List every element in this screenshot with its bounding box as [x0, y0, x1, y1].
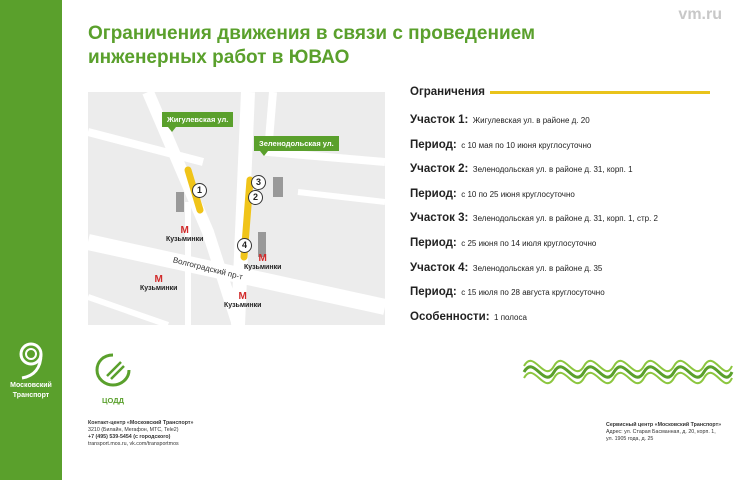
restrictions-heading: [410, 86, 710, 98]
metro-station-name: Кузьминки: [224, 302, 262, 309]
restriction-label: Особенности:: [410, 310, 490, 323]
road-label-volgogradsky: Волгоградский пр-т: [171, 255, 244, 282]
section-marker-4: 4: [237, 238, 252, 253]
contact-line-4: transport.mos.ru, vk.com/transportmos: [88, 441, 179, 447]
metro-icon: M: [180, 225, 189, 236]
restriction-row: [410, 132, 710, 157]
metro-station-4: [224, 291, 261, 309]
restriction-value: Зеленодольская ул. в районе д. 35: [472, 263, 603, 273]
restriction-label: Участок 4:: [410, 261, 469, 274]
transport-9-icon: [14, 340, 48, 380]
heading-underline: [490, 91, 710, 94]
contact-line-2: 3210 (Билайн, Мегафон, МТС, Tele2): [88, 427, 179, 433]
metro-station-name: Кузьминки: [244, 264, 282, 271]
service-center-info: [606, 422, 726, 443]
contact-line-1: Контакт-центр «Московский Транспорт»: [88, 420, 194, 426]
moscow-transport-logo: [6, 340, 56, 400]
restriction-value: с 25 июня по 14 июля круглосуточно: [461, 238, 597, 248]
restrictions-panel: [410, 86, 710, 328]
restriction-label: Период:: [410, 286, 457, 299]
cdd-logo: [88, 352, 138, 405]
street-label-zelenodolskaya: Зеленодольская ул.: [254, 136, 339, 151]
restriction-row: [410, 156, 710, 181]
logo-text-line1: Московский: [10, 382, 52, 389]
section-marker-2: 2: [248, 190, 263, 205]
restrictions-list: [410, 107, 710, 328]
metro-station-name: Кузьминки: [166, 236, 204, 243]
watermark: vm.ru: [678, 6, 722, 23]
restriction-label: Участок 1:: [410, 114, 469, 126]
restriction-value: с 10 мая по 10 июня круглосуточно: [461, 140, 592, 150]
restriction-row: [410, 205, 710, 230]
page-title: [88, 22, 608, 70]
restriction-row: [410, 230, 710, 255]
cdd-icon: [93, 352, 133, 390]
title-line-2: инженерных работ в ЮВАО: [88, 47, 350, 68]
metro-station-name: Кузьминки: [140, 285, 178, 292]
restriction-label: Участок 2:: [410, 163, 469, 176]
metro-station-2: [244, 253, 281, 271]
section-marker-1: 1: [192, 183, 207, 198]
restriction-label: Период:: [410, 138, 457, 151]
cdd-label: ЦОДД: [102, 396, 124, 405]
restriction-label: Период:: [410, 236, 457, 249]
brand-sidebar: [0, 0, 62, 480]
restriction-label: Участок 3:: [410, 212, 469, 225]
restriction-value: Зеленодольская ул. в районе д. 31, корп. 1: [472, 165, 633, 175]
restriction-row: [410, 279, 710, 304]
service-line-3: ул. 1905 года, д. 25: [606, 436, 654, 442]
section-marker-3: 3: [251, 175, 266, 190]
restriction-row: [410, 181, 710, 206]
street-label-zhigulevskaya: Жигулевская ул.: [162, 112, 233, 127]
restriction-row: [410, 304, 710, 329]
title-line-1: Ограничения движения в связи с проведением: [88, 23, 536, 44]
contact-line-3: +7 (495) 539-5454 (с городского): [88, 434, 171, 440]
metro-icon: M: [154, 274, 163, 285]
service-line-2: Адрес: ул. Старая Басманная, д. 20, корп. 1,: [606, 429, 716, 435]
logo-text-line2: Транспорт: [12, 392, 50, 399]
metro-station-1: [166, 225, 203, 243]
decorative-wave-pattern: [522, 352, 734, 392]
restriction-value: с 10 по 25 июня круглосуточно: [461, 189, 575, 199]
restriction-row: [410, 255, 710, 280]
metro-icon: M: [238, 291, 247, 302]
restriction-value: с 15 июля по 28 августа круглосуточно: [461, 288, 605, 298]
restriction-value: Зеленодольская ул. в районе д. 31, корп. 1, стр. 2: [472, 214, 658, 224]
restriction-value: Жигулевская ул. в районе д. 20: [472, 116, 590, 125]
service-line-1: Сервисный центр «Московский Транспорт»: [606, 422, 722, 428]
metro-station-3: [140, 274, 177, 292]
restriction-row: [410, 107, 710, 132]
metro-icon: M: [258, 253, 267, 264]
restrictions-heading-text: Ограничения: [410, 86, 485, 98]
restriction-label: Период:: [410, 187, 457, 200]
contact-info: [88, 420, 238, 448]
restriction-value: 1 полоса: [494, 312, 527, 322]
roadworks-map: [88, 92, 385, 325]
